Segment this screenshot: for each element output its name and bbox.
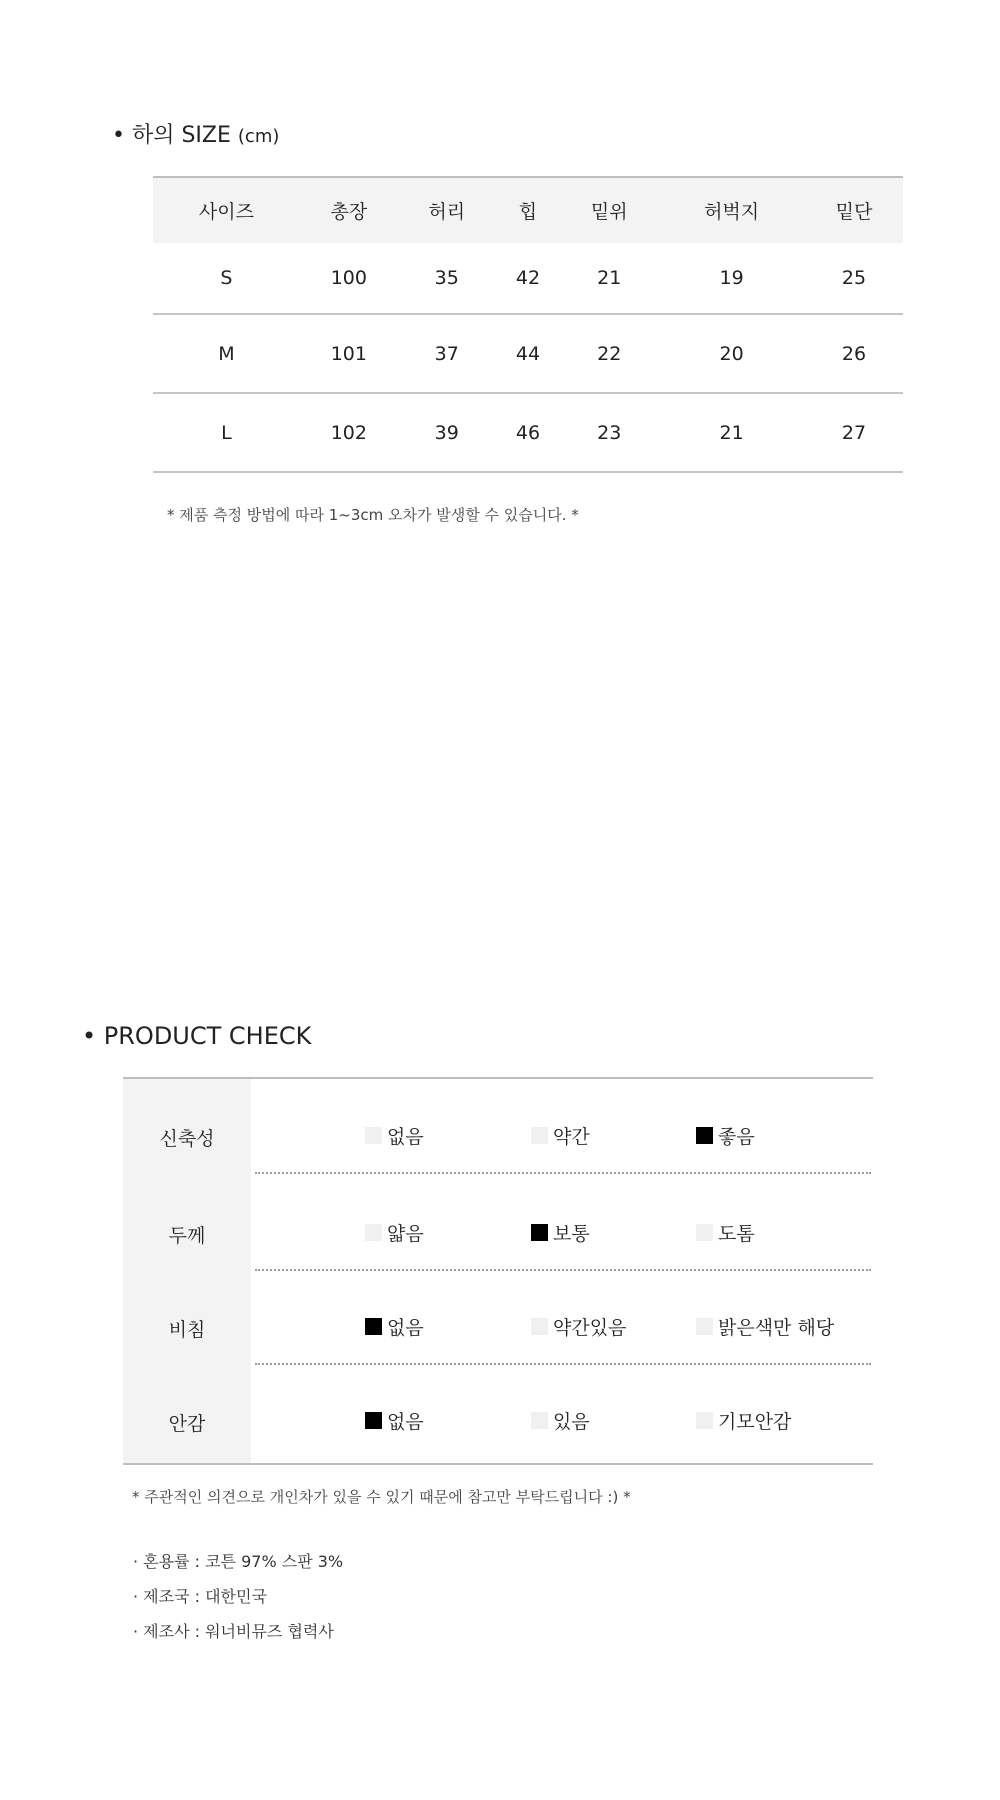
product-check-option — [696, 1313, 834, 1340]
product-check-option — [365, 1407, 424, 1434]
product-check-option — [365, 1313, 424, 1340]
product-check-title: • PRODUCT CHECK — [82, 1022, 312, 1050]
option-label: 좋음 — [718, 1126, 755, 1148]
size-cell: 21 — [560, 243, 658, 314]
size-table-row — [153, 393, 903, 472]
product-check-option — [365, 1219, 424, 1246]
checkbox-square-icon — [696, 1318, 713, 1335]
product-check-label: 안감 — [168, 1413, 206, 1435]
option-label: 도톰 — [718, 1223, 755, 1245]
size-cell: 19 — [658, 243, 805, 314]
product-check-row-sheerness — [123, 1311, 873, 1341]
size-cell: 100 — [300, 243, 398, 314]
option-label: 밝은색만 해당 — [718, 1317, 835, 1339]
size-cell: 23 — [560, 393, 658, 472]
checkbox-square-icon — [531, 1412, 548, 1429]
size-table-header-row — [153, 177, 903, 243]
size-table — [153, 176, 903, 473]
info-country: · 제조국 : 대한민국 — [133, 1587, 267, 1606]
checkbox-square-icon — [365, 1127, 382, 1144]
size-cell: L — [153, 393, 300, 472]
size-header-cell: 밑위 — [560, 177, 658, 243]
dotted-divider — [255, 1172, 871, 1174]
size-cell: S — [153, 243, 300, 314]
info-blend: · 혼용률 : 코튼 97% 스판 3% — [133, 1552, 344, 1571]
product-check-option — [531, 1313, 626, 1340]
checkbox-square-icon — [696, 1412, 713, 1429]
size-cell: 21 — [658, 393, 805, 472]
size-header-cell: 사이즈 — [153, 177, 300, 243]
checkbox-square-icon — [531, 1127, 548, 1144]
product-check-row-lining — [123, 1405, 873, 1435]
product-check-label: 비침 — [168, 1319, 206, 1341]
size-header-cell: 총장 — [300, 177, 398, 243]
option-label: 없음 — [387, 1411, 424, 1433]
size-table-row — [153, 243, 903, 314]
dotted-divider — [255, 1269, 871, 1271]
checkbox-square-icon — [365, 1224, 382, 1241]
size-title-unit: (cm) — [237, 126, 280, 147]
option-label: 약간 — [553, 1126, 590, 1148]
checkbox-square-icon — [531, 1224, 548, 1241]
product-check-table — [123, 1077, 873, 1465]
size-title-main: • 하의 SIZE — [112, 123, 231, 148]
product-check-option — [531, 1122, 590, 1149]
size-cell: 22 — [560, 314, 658, 393]
size-cell: 42 — [496, 243, 561, 314]
size-cell: 35 — [398, 243, 496, 314]
product-info-list — [133, 1549, 343, 1654]
size-cell: 25 — [805, 243, 903, 314]
size-cell: 39 — [398, 393, 496, 472]
checkbox-square-icon — [365, 1318, 382, 1335]
product-check-note: * 주관적인 의견으로 개인차가 있을 수 있기 때문에 참고만 부탁드립니다 :) * — [132, 1488, 631, 1506]
size-cell: 102 — [300, 393, 398, 472]
product-check-option — [531, 1407, 590, 1434]
size-cell: M — [153, 314, 300, 393]
option-label: 없음 — [387, 1126, 424, 1148]
product-check-row-thickness — [123, 1217, 873, 1247]
size-section-title — [112, 118, 279, 149]
size-header-cell: 밑단 — [805, 177, 903, 243]
product-check-label: 두께 — [168, 1225, 206, 1247]
product-check-option — [365, 1122, 424, 1149]
option-label: 있음 — [553, 1411, 590, 1433]
option-label: 얇음 — [387, 1223, 424, 1245]
product-check-option — [696, 1219, 755, 1246]
checkbox-square-icon — [365, 1412, 382, 1429]
size-cell: 27 — [805, 393, 903, 472]
product-check-label: 신축성 — [159, 1128, 215, 1150]
dotted-divider — [255, 1363, 871, 1365]
info-manufacturer: · 제조사 : 워너비뮤즈 협력사 — [133, 1622, 334, 1641]
size-cell: 46 — [496, 393, 561, 472]
option-label: 없음 — [387, 1317, 424, 1339]
checkbox-square-icon — [696, 1224, 713, 1241]
option-label: 기모안감 — [718, 1411, 792, 1433]
checkbox-square-icon — [531, 1318, 548, 1335]
size-header-cell: 허리 — [398, 177, 496, 243]
product-check-row-stretch — [123, 1120, 873, 1150]
product-check-option — [696, 1122, 755, 1149]
option-label: 보통 — [553, 1223, 590, 1245]
size-header-cell: 힙 — [496, 177, 561, 243]
checkbox-square-icon — [696, 1127, 713, 1144]
option-label: 약간있음 — [553, 1317, 627, 1339]
size-header-cell: 허벅지 — [658, 177, 805, 243]
product-check-option — [531, 1219, 590, 1246]
product-check-option — [696, 1407, 791, 1434]
size-cell: 37 — [398, 314, 496, 393]
size-cell: 44 — [496, 314, 561, 393]
size-cell: 26 — [805, 314, 903, 393]
size-note: * 제품 측정 방법에 따라 1~3cm 오차가 발생할 수 있습니다. * — [167, 506, 579, 524]
size-cell: 20 — [658, 314, 805, 393]
size-cell: 101 — [300, 314, 398, 393]
size-table-row — [153, 314, 903, 393]
